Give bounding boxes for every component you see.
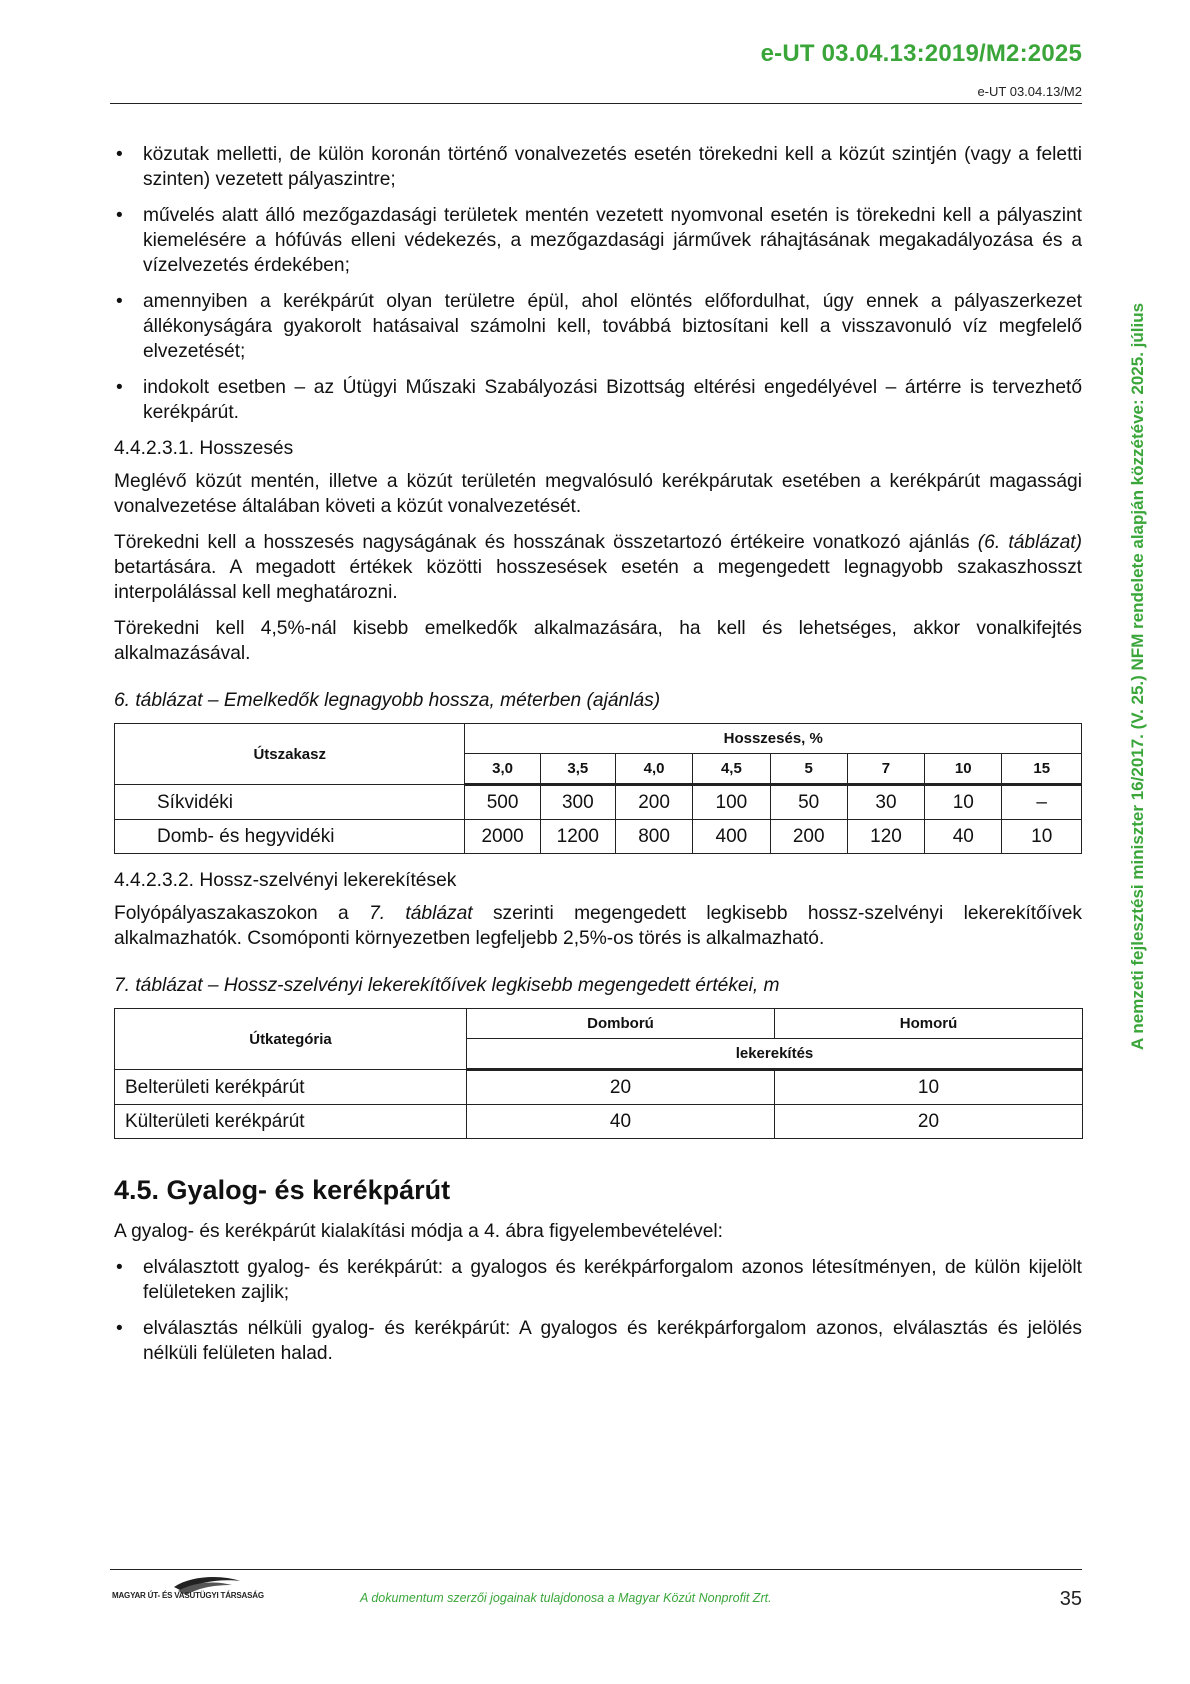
side-publication-note: A nemzeti fejlesztési miniszter 16/2017. (V. 25.) NFM rendelete alapján közzétéve: 2025. július <box>1128 302 1147 1050</box>
table-6-caption: 6. táblázat – Emelkedők legnagyobb hossza, méterben (ajánlás) <box>114 690 661 711</box>
table-6-col-header: 4,0 <box>615 754 692 785</box>
table-cell: 120 <box>847 820 924 854</box>
page-number: 35 <box>1059 1588 1082 1610</box>
table-cell: – <box>1002 785 1082 820</box>
row-label: Belterületi kerékpárút <box>115 1070 467 1105</box>
list-item: • közutak melletti, de külön koronán történő vonalvezetés esetén törekedni kell a közút szintjén (vagy a feletti szinten) vezetett pályaszintre; <box>114 142 1082 192</box>
table-cell: 10 <box>925 785 1002 820</box>
table-reference: 7. táblázat <box>369 903 473 924</box>
table-cell: 10 <box>1002 820 1082 854</box>
footer-divider <box>110 1569 1082 1570</box>
paragraph-text: szerinti megengedett legkisebb hossz-szelvényi lekerekítőívek alkalmazhatók. Csomóponti környezetben legfeljebb 2,5%-os törés is alkalmazható. <box>114 903 1082 949</box>
table-7-col-header: Domború <box>467 1009 775 1039</box>
document-sub-id: e-UT 03.04.13/M2 <box>977 84 1082 99</box>
table-7-caption: 7. táblázat – Hossz-szelvényi lekerekítőívek legkisebb megengedett értékei, m <box>114 975 780 996</box>
table-6-col-header: 10 <box>925 754 1002 785</box>
page-content <box>114 142 1082 1377</box>
table-6-row-header: Útszakasz <box>115 724 465 785</box>
table-cell: 40 <box>467 1105 775 1139</box>
list-item: • művelés alatt álló mezőgazdasági területek mentén vezetett nyomvonal esetén is törekedni kell a pályaszint kiemelésére a hófúvás elleni védekezés, a mezőgazdasági járművek ráhajtásának megakadályozása és a vízelvezetés érdekében; <box>114 203 1082 278</box>
table-6-col-header: 3,5 <box>540 754 615 785</box>
list-item: • amennyiben a kerékpárút olyan területre épül, ahol elöntés előfordulhat, úgy ennek a pályaszerkezet állékonyságára gyakorolt hatásaival számolni kell, továbbá biztosítani kell a visszavonuló víz megfelelő elvezetését; <box>114 289 1082 364</box>
table-cell: 2000 <box>465 820 540 854</box>
table-6-col-header: 5 <box>770 754 847 785</box>
table-cell: 200 <box>615 785 692 820</box>
company-logo-text: MAGYAR ÚT- ÉS VASÚTÜGYI TÁRSASÁG <box>112 1591 264 1600</box>
table-6 <box>114 723 1082 854</box>
table-cell: 500 <box>465 785 540 820</box>
table-7-row-header: Útkategória <box>115 1009 467 1070</box>
table-7-col-header: Homorú <box>775 1009 1083 1039</box>
section-heading-hosszeses: 4.4.2.3.1. Hosszesés <box>114 438 294 459</box>
document-id: e-UT 03.04.13:2019/M2:2025 <box>760 40 1082 67</box>
list-item: • elválasztás nélküli gyalog- és kerékpárút: A gyalogos és kerékpárforgalom azonos, elválasztás és jelölés nélküli felületen halad. <box>114 1316 1082 1366</box>
paragraph: Törekedni kell 4,5%-nál kisebb emelkedők alkalmazására, ha kell és lehetséges, akkor vonalkifejtés alkalmazásával. <box>114 618 1082 664</box>
table-row <box>115 820 1082 854</box>
table-reference: (6. táblázat) <box>977 532 1082 553</box>
paragraph-text: Törekedni kell a hosszesés nagyságának és hosszának összetartozó értékeire vonatkozó ajánlás <box>114 532 978 553</box>
row-label: Külterületi kerékpárút <box>115 1105 467 1139</box>
paragraph: A gyalog- és kerékpárút kialakítási módja a 4. ábra figyelembevételével: <box>114 1221 723 1242</box>
paragraph <box>114 901 1082 951</box>
table-cell: 20 <box>467 1070 775 1105</box>
table-cell: 300 <box>540 785 615 820</box>
table-cell: 1200 <box>540 820 615 854</box>
table-7-sub-header: lekerekítés <box>467 1039 1083 1070</box>
header-divider <box>110 103 1082 104</box>
table-cell: 40 <box>925 820 1002 854</box>
table-cell: 400 <box>693 820 770 854</box>
bottom-bullet-list <box>114 1255 1082 1366</box>
paragraph <box>114 530 1082 605</box>
table-row <box>115 1070 1083 1105</box>
table-6-group-header: Hosszesés, % <box>465 724 1082 754</box>
table-6-col-header: 7 <box>847 754 924 785</box>
table-6-col-header: 4,5 <box>693 754 770 785</box>
section-heading-gyalog-kerekparut: 4.5. Gyalog- és kerékpárút <box>114 1175 451 1205</box>
table-cell: 10 <box>775 1070 1083 1105</box>
table-7 <box>114 1008 1083 1139</box>
top-bullet-list <box>114 142 1082 425</box>
table-row <box>115 1105 1083 1139</box>
table-cell: 30 <box>847 785 924 820</box>
table-cell: 200 <box>770 820 847 854</box>
table-cell: 20 <box>775 1105 1083 1139</box>
list-item: • elválasztott gyalog- és kerékpárút: a gyalogos és kerékpárforgalom azonos létesítményen, de külön kijelölt felületeken zajlik; <box>114 1255 1082 1305</box>
table-cell: 800 <box>615 820 692 854</box>
table-cell: 100 <box>693 785 770 820</box>
table-6-col-header: 15 <box>1002 754 1082 785</box>
list-item: • indokolt esetben – az Útügyi Műszaki Szabályozási Bizottság eltérési engedélyével – ártérre is tervezhető kerékpárút. <box>114 375 1082 425</box>
footer-copyright: A dokumentum szerzői jogainak tulajdonosa a Magyar Közút Nonprofit Zrt. <box>360 1591 772 1605</box>
table-cell: 50 <box>770 785 847 820</box>
table-row <box>115 785 1082 820</box>
row-label: Síkvidéki <box>115 785 465 820</box>
paragraph-text: Folyópályaszakaszokon a <box>114 903 370 924</box>
section-heading-lekerekitesek: 4.4.2.3.2. Hossz-szelvényi lekerekítések <box>114 870 457 891</box>
row-label: Domb- és hegyvidéki <box>115 820 465 854</box>
paragraph: Meglévő közút mentén, illetve a közút területén megvalósuló kerékpárutak esetében a kerékpárút magassági vonalvezetése általában követi a közút vonalvezetését. <box>114 471 1082 517</box>
paragraph-text: betartására. A megadott értékek közötti hosszesések esetén a megengedett legnagyobb szakaszhosszt interpolálással kell meghatározni. <box>114 557 1082 603</box>
table-6-col-header: 3,0 <box>465 754 540 785</box>
